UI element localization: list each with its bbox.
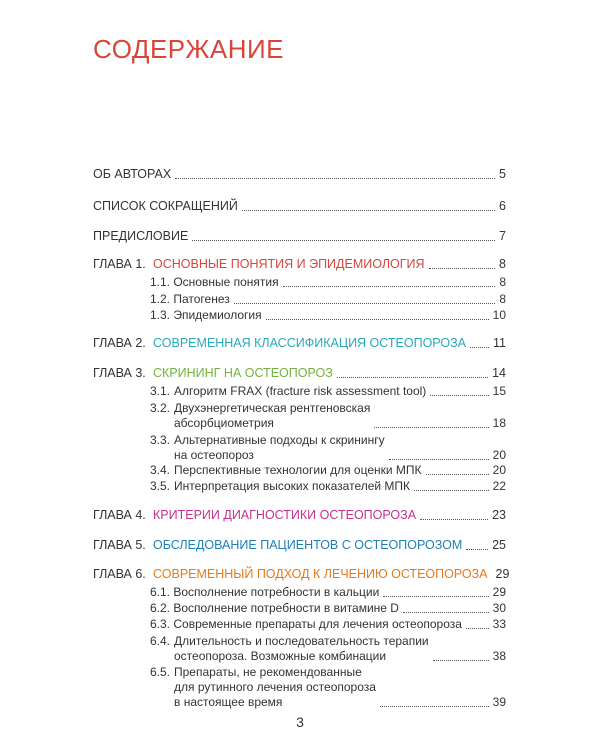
toc-section-3-2[interactable] xyxy=(150,401,506,431)
toc-page-number: 22 xyxy=(492,479,506,493)
toc-page-number: 29 xyxy=(492,585,506,599)
toc-entry-label: ПРЕДИСЛОВИЕ xyxy=(93,229,189,243)
leader-dots xyxy=(414,489,489,491)
leader-dots xyxy=(470,346,489,348)
section-label-line: в настоящее время xyxy=(174,695,283,709)
section-label-line: на остеопороз xyxy=(174,448,254,462)
page-title: СОДЕРЖАНИЕ xyxy=(93,34,285,64)
toc-page-number: 25 xyxy=(492,538,506,552)
chapter-number: ГЛАВА 3. xyxy=(93,366,146,380)
toc-chapter-4[interactable] xyxy=(93,508,506,523)
toc-chapter-6[interactable] xyxy=(93,567,510,582)
toc-page-number: 7 xyxy=(499,229,506,243)
section-number: 3.4. xyxy=(150,463,171,477)
chapter-number: ГЛАВА 1. xyxy=(93,257,146,271)
toc-section-3-4[interactable] xyxy=(150,463,506,478)
toc-entry-preface[interactable] xyxy=(93,229,506,244)
leader-dots xyxy=(420,518,488,520)
toc-page-number: 10 xyxy=(492,308,506,322)
section-label xyxy=(174,433,385,463)
leader-dots xyxy=(192,239,495,241)
leader-dots xyxy=(374,426,488,428)
section-label: 6.2. Восполнение потребности в витамине D xyxy=(150,601,399,615)
toc-section-6-5[interactable] xyxy=(150,665,506,710)
section-label-line: Альтернативные подходы к скринингу xyxy=(174,433,385,447)
toc-page-number: 8 xyxy=(499,257,506,271)
section-label: 6.1. Восполнение потребности в кальции xyxy=(150,585,380,599)
section-number: 3.3. xyxy=(150,433,171,447)
toc-page-number: 33 xyxy=(492,617,506,631)
section-label: 6.3. Современные препараты для лечения остеопороза xyxy=(150,617,462,631)
section-number: 3.1. xyxy=(150,384,171,398)
section-label xyxy=(174,665,376,710)
section-label xyxy=(174,634,429,664)
leader-dots xyxy=(234,302,496,304)
chapter-title: КРИТЕРИИ ДИАГНОСТИКИ ОСТЕОПОРОЗА xyxy=(153,508,417,522)
toc-page-number: 20 xyxy=(492,448,506,462)
toc-chapter-1[interactable] xyxy=(93,257,506,272)
chapter-number: ГЛАВА 4. xyxy=(93,508,146,522)
section-number: 3.2. xyxy=(150,401,171,415)
leader-dots xyxy=(466,627,489,629)
leader-dots xyxy=(175,177,495,179)
toc-entry-about-authors[interactable] xyxy=(93,167,506,182)
toc-chapter-5[interactable] xyxy=(93,538,506,553)
toc-section-3-1[interactable] xyxy=(150,384,506,399)
leader-dots xyxy=(430,394,488,396)
toc-entry-label: ОБ АВТОРАХ xyxy=(93,167,172,181)
section-label-line: Препараты, не рекомендованные xyxy=(174,665,362,679)
section-label-line: абсорбциометрия xyxy=(174,416,274,430)
chapter-number: ГЛАВА 6. xyxy=(93,567,146,581)
toc-section-3-3[interactable] xyxy=(150,433,506,463)
chapter-number: ГЛАВА 2. xyxy=(93,336,146,350)
toc-entry-abbreviations[interactable] xyxy=(93,199,506,214)
section-label-line: для рутинного лечения остеопороза xyxy=(174,680,376,694)
section-label: Алгоритм FRAX (fracture risk assessment tool) xyxy=(174,384,427,398)
leader-dots xyxy=(242,209,495,211)
toc-page-number: 11 xyxy=(493,336,506,350)
toc-entry-label: СПИСОК СОКРАЩЕНИЙ xyxy=(93,199,238,213)
leader-dots xyxy=(383,595,488,597)
section-number: 3.5. xyxy=(150,479,171,493)
toc-page-number: 6 xyxy=(499,199,506,213)
toc-page-number: 15 xyxy=(492,384,506,398)
section-label: 1.2. Патогенез xyxy=(150,292,230,306)
toc-section-1-1[interactable] xyxy=(150,275,506,290)
toc-page-number: 8 xyxy=(499,275,506,289)
toc-chapter-2[interactable] xyxy=(93,336,506,351)
leader-dots xyxy=(433,659,489,661)
toc-page-number: 29 xyxy=(495,567,510,581)
leader-dots xyxy=(389,458,489,460)
toc-page-number: 38 xyxy=(492,649,506,663)
chapter-title: ОСНОВНЫЕ ПОНЯТИЯ И ЭПИДЕМИОЛОГИЯ xyxy=(153,257,425,271)
leader-dots xyxy=(429,267,496,269)
leader-dots xyxy=(337,376,488,378)
section-number: 6.5. xyxy=(150,665,171,679)
toc-section-1-2[interactable] xyxy=(150,292,506,307)
leader-dots xyxy=(466,548,488,550)
section-label-line: Двухэнергетическая рентгеновская xyxy=(174,401,371,415)
toc-section-6-1[interactable] xyxy=(150,585,506,600)
toc-section-1-3[interactable] xyxy=(150,308,506,323)
chapter-title: СОВРЕМЕННАЯ КЛАССИФИКАЦИЯ ОСТЕОПОРОЗА xyxy=(153,336,466,350)
toc-page-number: 23 xyxy=(492,508,506,522)
leader-dots xyxy=(283,285,496,287)
section-label: Перспективные технологии для оценки МПК xyxy=(174,463,422,477)
toc-chapter-3[interactable] xyxy=(93,366,506,381)
section-label: Интерпретация высоких показателей МПК xyxy=(174,479,411,493)
section-label-line: Длительность и последовательность терапии xyxy=(174,634,429,648)
section-label-line: остеопороза. Возможные комбинации xyxy=(174,649,387,663)
chapter-number: ГЛАВА 5. xyxy=(93,538,146,552)
section-number: 6.4. xyxy=(150,634,171,648)
toc-section-6-4[interactable] xyxy=(150,634,506,664)
chapter-title: СКРИНИНГ НА ОСТЕОПОРОЗ xyxy=(153,366,333,380)
leader-dots xyxy=(426,473,489,475)
leader-dots xyxy=(266,318,489,320)
leader-dots xyxy=(380,705,489,707)
toc-section-6-2[interactable] xyxy=(150,601,506,616)
leader-dots xyxy=(403,611,489,613)
chapter-title: ОБСЛЕДОВАНИЕ ПАЦИЕНТОВ С ОСТЕОПОРОЗОМ xyxy=(153,538,463,552)
toc-page-number: 39 xyxy=(492,695,506,709)
section-label: 1.3. Эпидемиология xyxy=(150,308,262,322)
toc-page-number: 18 xyxy=(492,416,506,430)
chapter-title: СОВРЕМЕННЫЙ ПОДХОД К ЛЕЧЕНИЮ ОСТЕОПОРОЗА xyxy=(153,567,488,581)
page-number: 3 xyxy=(296,714,304,730)
toc-section-3-5[interactable] xyxy=(150,479,506,494)
toc-section-6-3[interactable] xyxy=(150,617,506,632)
section-label: 1.1. Основные понятия xyxy=(150,275,279,289)
toc-page-number: 5 xyxy=(499,167,506,181)
toc-page-number: 8 xyxy=(499,292,506,306)
toc-page-number: 14 xyxy=(492,366,506,380)
toc-page-number: 30 xyxy=(492,601,506,615)
toc-page-number: 20 xyxy=(492,463,506,477)
section-label xyxy=(174,401,370,431)
